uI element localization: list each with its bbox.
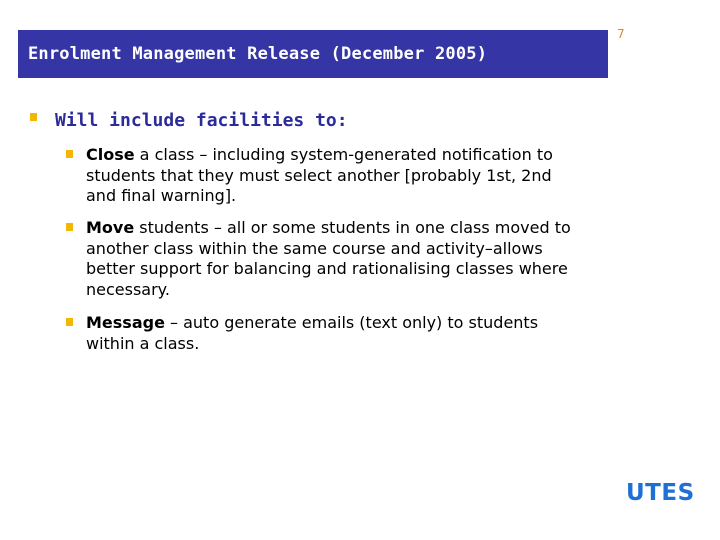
utes-logo: UTES: [626, 480, 695, 506]
sub-bullet-message: [86, 313, 586, 354]
sub-bullet-text: students – all or some students in one class moved to another class within the same course and activity–allows better support for balancing and rationalising classes where necessary.: [86, 218, 571, 299]
sub-bullet-text: a class – including system-generated notification to students that they must select another [probably 1st, 2nd and final warning].: [86, 145, 553, 205]
sub-bullet-close: [86, 145, 586, 207]
bullet-square-icon: [66, 150, 73, 158]
page-number: 7: [617, 27, 625, 41]
sub-bullet-move: [86, 218, 586, 300]
keyword-message: Message: [86, 313, 165, 332]
bullet-square-icon: [66, 318, 73, 326]
keyword-close: Close: [86, 145, 135, 164]
slide-title: Enrolment Management Release (December 2005): [28, 44, 488, 64]
sub-bullet-text: – auto generate emails (text only) to students within a class.: [86, 313, 539, 353]
title-bar: [18, 30, 608, 78]
bullet-square-icon: [66, 223, 73, 231]
bullet-square-icon: [30, 113, 37, 121]
keyword-move: Move: [86, 218, 135, 237]
main-bullet: Will include facilities to:: [55, 110, 348, 131]
